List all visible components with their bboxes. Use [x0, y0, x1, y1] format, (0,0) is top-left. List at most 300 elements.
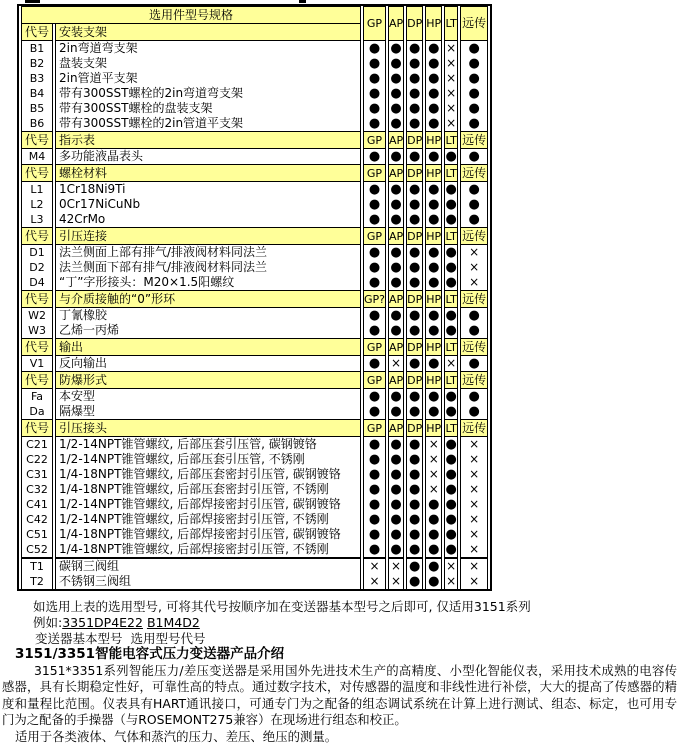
option-description: 带有300SST螺栓的盘装支架 — [55, 101, 361, 116]
column-header-远传: 远传 — [460, 131, 488, 149]
example-option-codes: B1M4D2 — [146, 615, 200, 630]
option-code: W3 — [21, 323, 53, 338]
section-title: 防爆形式 — [55, 371, 361, 389]
available-mark: ● — [363, 542, 386, 557]
unavailable-mark: × — [460, 512, 488, 527]
option-code: C21 — [21, 437, 53, 452]
available-mark: ● — [406, 71, 423, 86]
unavailable-mark: × — [460, 260, 488, 275]
available-mark: ● — [388, 182, 404, 197]
option-code: C32 — [21, 482, 53, 497]
product-intro-paragraph: 3151*3351系列智能压力/差压变送器是采用国外先进技术生产的高精度、小型化智能仪表，采用技术成熟的电容传感器，具有长期稳定性好，可靠性高的特点。通过数字技术，对传感器的温度和非线性进行补偿，大大的提高了传感器的精度和量程比范围。仪表具有HART通讯接口，可通专门为之配备的组态调试系统在计算上进行测试、组态、标定，也可用专门为之配备的手操器（与ROSEMONT275兼容）在现场进行组态和校正。 — [2, 663, 677, 728]
available-mark: ● — [406, 452, 423, 467]
available-mark: ● — [460, 356, 488, 371]
table-row — [21, 86, 488, 101]
column-header-gp: GP — [363, 131, 386, 149]
available-mark: ● — [406, 404, 423, 419]
available-mark: ● — [406, 245, 423, 260]
table-row — [21, 260, 488, 275]
available-mark: ● — [363, 356, 386, 371]
table-row — [21, 182, 488, 197]
option-description: 1/2-14NPT锥管螺纹, 后部压套引压管, 不锈刚 — [55, 452, 361, 467]
column-header-gp: GP — [363, 338, 386, 356]
available-mark: ● — [363, 308, 386, 323]
section-title: 引压连接 — [55, 227, 361, 245]
option-description: 反向输出 — [55, 356, 361, 371]
available-mark: ● — [363, 182, 386, 197]
column-header-dp: DP — [406, 227, 423, 245]
option-description: 2in管道平支架 — [55, 71, 361, 86]
available-mark: ● — [460, 116, 488, 131]
option-description: 1/2-14NPT锥管螺纹, 后部压套引压管, 碳钢镀铬 — [55, 437, 361, 452]
unavailable-mark: × — [460, 467, 488, 482]
unavailable-mark: × — [425, 437, 442, 452]
option-description: 带有300SST螺栓的2in管道平支架 — [55, 116, 361, 131]
code-column-header: 代号 — [21, 131, 53, 149]
available-mark: ● — [363, 452, 386, 467]
option-code: C41 — [21, 497, 53, 512]
available-mark: ● — [363, 497, 386, 512]
available-mark: ● — [363, 404, 386, 419]
available-mark: ● — [445, 527, 457, 542]
available-mark: ● — [460, 56, 488, 71]
option-code: V1 — [21, 356, 53, 371]
column-header-hp: HP — [425, 6, 442, 41]
note-example-legend: 变送器基本型号 选用型号代号 — [35, 631, 206, 646]
unavailable-mark: × — [460, 527, 488, 542]
available-mark: ● — [388, 482, 404, 497]
column-header-lt: LT — [444, 131, 458, 149]
option-code: C52 — [21, 542, 53, 557]
unavailable-mark: × — [446, 71, 457, 85]
column-header-gp: GP? — [363, 290, 386, 308]
column-header-gp: GP — [363, 164, 386, 182]
available-mark: ● — [406, 437, 423, 452]
available-mark: ● — [406, 260, 423, 275]
section-header-row — [21, 419, 488, 437]
available-mark: ● — [363, 389, 386, 404]
option-description: 2in弯道弯支架 — [55, 41, 361, 56]
available-mark: ● — [425, 260, 442, 275]
column-header-hp: HP — [425, 164, 442, 182]
available-mark: ● — [363, 197, 386, 212]
unavailable-mark: × — [388, 356, 404, 371]
unavailable-mark: × — [460, 497, 488, 512]
available-mark: ● — [445, 497, 457, 512]
table-header-row — [21, 6, 488, 24]
unavailable-mark: × — [446, 116, 457, 130]
available-mark: ● — [445, 149, 457, 164]
available-mark: ● — [425, 356, 442, 371]
column-header-远传: 远传 — [460, 290, 488, 308]
unavailable-mark: × — [388, 574, 404, 589]
available-mark: ● — [425, 86, 442, 101]
available-mark: ● — [363, 260, 386, 275]
section-title: 输出 — [55, 338, 361, 356]
column-header-dp: DP — [406, 131, 423, 149]
code-column-header: 代号 — [21, 290, 53, 308]
available-mark: ● — [460, 101, 488, 116]
column-header-lt: LT — [444, 290, 458, 308]
available-mark: ● — [388, 497, 404, 512]
section-title: 螺栓材料 — [55, 164, 361, 182]
available-mark: ● — [363, 41, 386, 56]
code-column-header: 代号 — [21, 338, 53, 356]
product-usage-line: 适用于各类液体、气体和蒸汽的压力、差压、绝压的测量。 — [15, 729, 338, 744]
option-description: 碳钢三阀组 — [55, 557, 361, 574]
column-header-dp: DP — [406, 371, 423, 389]
code-column-header: 代号 — [21, 419, 53, 437]
available-mark: ● — [363, 512, 386, 527]
unavailable-mark: × — [425, 482, 442, 497]
table-row — [21, 41, 488, 56]
column-header-dp: DP — [406, 338, 423, 356]
column-header-ap: AP — [388, 338, 404, 356]
available-mark: ● — [425, 275, 442, 290]
column-header-gp: GP — [363, 371, 386, 389]
table-row — [21, 527, 488, 542]
section-header-row — [21, 131, 488, 149]
option-description: 多功能液晶表头 — [55, 149, 361, 164]
table-row — [21, 497, 488, 512]
table-row — [21, 323, 488, 338]
available-mark: ● — [460, 41, 488, 56]
table-row — [21, 467, 488, 482]
unavailable-mark: × — [425, 467, 442, 482]
table-row — [21, 542, 488, 557]
available-mark: ● — [406, 182, 423, 197]
section-title: 指示表 — [55, 131, 361, 149]
column-header-gp: GP — [363, 6, 386, 41]
option-code: Fa — [21, 389, 53, 404]
available-mark: ● — [406, 557, 423, 574]
available-mark: ● — [445, 542, 457, 557]
option-code: L2 — [21, 197, 53, 212]
available-mark: ● — [363, 437, 386, 452]
available-mark: ● — [425, 56, 442, 71]
table-row — [21, 389, 488, 404]
available-mark: ● — [406, 149, 423, 164]
table-row — [21, 557, 488, 574]
options-table — [19, 6, 490, 589]
unavailable-mark: × — [446, 356, 457, 370]
unavailable-mark: × — [460, 482, 488, 497]
section-header-row — [21, 338, 488, 356]
column-header-lt: LT — [444, 164, 458, 182]
available-mark: ● — [445, 452, 457, 467]
available-mark: ● — [445, 512, 457, 527]
available-mark: ● — [406, 323, 423, 338]
option-description: 42CrMo — [55, 212, 361, 227]
available-mark: ● — [363, 275, 386, 290]
available-mark: ● — [425, 542, 442, 557]
column-header-hp: HP — [425, 227, 442, 245]
column-header-hp: HP — [425, 419, 442, 437]
table-row — [21, 574, 488, 589]
available-mark: ● — [388, 101, 404, 116]
option-description: 0Cr17NiCuNb — [55, 197, 361, 212]
available-mark: ● — [425, 404, 442, 419]
available-mark: ● — [406, 197, 423, 212]
unavailable-mark: × — [446, 41, 457, 55]
cutoff-fragment — [299, 0, 306, 3]
available-mark: ● — [445, 323, 457, 338]
option-description: 乙烯一丙烯 — [55, 323, 361, 338]
column-header-远传: 远传 — [460, 6, 488, 41]
option-description: 丁氰橡胶 — [55, 308, 361, 323]
unavailable-mark: × — [446, 559, 457, 573]
available-mark: ● — [363, 149, 386, 164]
section-header-row — [21, 371, 488, 389]
available-mark: ● — [406, 574, 423, 589]
available-mark: ● — [363, 86, 386, 101]
available-mark: ● — [406, 527, 423, 542]
option-description: 1/4-18NPT锥管螺纹, 后部焊接密封引压管, 碳钢镀铬 — [55, 527, 361, 542]
available-mark: ● — [388, 197, 404, 212]
available-mark: ● — [425, 182, 442, 197]
column-header-hp: HP — [425, 371, 442, 389]
column-header-dp: DP — [406, 6, 423, 41]
option-description: 法兰侧面下部有排气/排液阀材料同法兰 — [55, 260, 361, 275]
column-header-ap: AP — [388, 227, 404, 245]
option-description: 本安型 — [55, 389, 361, 404]
example-prefix: 例如: — [33, 615, 63, 630]
unavailable-mark: × — [425, 452, 442, 467]
available-mark: ● — [460, 389, 488, 404]
available-mark: ● — [425, 41, 442, 56]
available-mark: ● — [388, 404, 404, 419]
example-base-model: 3351DP4E22 — [62, 615, 143, 630]
available-mark: ● — [460, 149, 488, 164]
available-mark: ● — [363, 101, 386, 116]
available-mark: ● — [363, 116, 386, 131]
column-header-远传: 远传 — [460, 227, 488, 245]
available-mark: ● — [363, 245, 386, 260]
available-mark: ● — [388, 452, 404, 467]
available-mark: ● — [425, 71, 442, 86]
column-header-lt: LT — [444, 338, 458, 356]
column-header-hp: HP — [425, 338, 442, 356]
available-mark: ● — [406, 56, 423, 71]
unavailable-mark: × — [460, 452, 488, 467]
available-mark: ● — [363, 323, 386, 338]
column-header-lt: LT — [444, 371, 458, 389]
column-header-ap: AP — [388, 419, 404, 437]
table-row — [21, 116, 488, 131]
unavailable-mark: × — [446, 574, 457, 588]
option-description: 带有300SST螺栓的2in弯道弯支架 — [55, 86, 361, 101]
option-code: T1 — [21, 557, 53, 574]
available-mark: ● — [406, 389, 423, 404]
unavailable-mark: × — [460, 275, 488, 290]
option-description: “丁”字形接头：M20×1.5阳螺纹 — [55, 275, 361, 290]
option-code: B6 — [21, 116, 53, 131]
section-title: 引压接头 — [55, 419, 361, 437]
code-column-header: 代号 — [21, 371, 53, 389]
available-mark: ● — [460, 212, 488, 227]
available-mark: ● — [445, 404, 457, 419]
available-mark: ● — [388, 71, 404, 86]
available-mark: ● — [406, 542, 423, 557]
available-mark: ● — [363, 56, 386, 71]
table-row — [21, 56, 488, 71]
available-mark: ● — [445, 182, 457, 197]
unavailable-mark: × — [460, 245, 488, 260]
available-mark: ● — [388, 275, 404, 290]
available-mark: ● — [363, 467, 386, 482]
notes-block — [0, 599, 679, 647]
available-mark: ● — [445, 275, 457, 290]
unavailable-mark: × — [460, 574, 488, 589]
column-header-hp: HP — [425, 131, 442, 149]
available-mark: ● — [406, 356, 423, 371]
option-code: C22 — [21, 452, 53, 467]
unavailable-mark: × — [460, 437, 488, 452]
table-row — [21, 308, 488, 323]
table-row — [21, 101, 488, 116]
unavailable-mark: × — [446, 86, 457, 100]
option-code: D1 — [21, 245, 53, 260]
available-mark: ● — [388, 212, 404, 227]
available-mark: ● — [445, 389, 457, 404]
available-mark: ● — [363, 71, 386, 86]
available-mark: ● — [425, 101, 442, 116]
option-code: B3 — [21, 71, 53, 86]
option-code: L3 — [21, 212, 53, 227]
available-mark: ● — [445, 308, 457, 323]
option-code: T2 — [21, 574, 53, 589]
available-mark: ● — [425, 497, 442, 512]
available-mark: ● — [388, 323, 404, 338]
table-title: 选用件型号规格 — [21, 6, 361, 24]
column-header-远传: 远传 — [460, 164, 488, 182]
available-mark: ● — [406, 101, 423, 116]
column-header-gp: GP — [363, 419, 386, 437]
option-description: 1/4-18NPT锥管螺纹, 后部压套密封引压管, 碳钢镀铬 — [55, 467, 361, 482]
option-code: W2 — [21, 308, 53, 323]
available-mark: ● — [406, 86, 423, 101]
unavailable-mark: × — [460, 557, 488, 574]
option-code: C51 — [21, 527, 53, 542]
available-mark: ● — [425, 212, 442, 227]
available-mark: ● — [388, 56, 404, 71]
option-code: D2 — [21, 260, 53, 275]
note-usage-rule: 如选用上表的选用型号, 可将其代号按顺序加在变送器基本型号之后即可, 仅适用3151系列 — [33, 599, 531, 614]
column-header-lt: LT — [444, 227, 458, 245]
available-mark: ● — [406, 41, 423, 56]
section-title: 安装支架 — [55, 24, 361, 41]
available-mark: ● — [425, 116, 442, 131]
available-mark: ● — [363, 212, 386, 227]
available-mark: ● — [363, 527, 386, 542]
available-mark: ● — [388, 245, 404, 260]
available-mark: ● — [460, 71, 488, 86]
column-header-ap: AP — [388, 6, 404, 41]
unavailable-mark: × — [363, 574, 386, 589]
table-row — [21, 452, 488, 467]
available-mark: ● — [406, 275, 423, 290]
available-mark: ● — [425, 512, 442, 527]
available-mark: ● — [388, 389, 404, 404]
option-description: 1/2-14NPT锥管螺纹, 后部焊接密封引压管, 不锈刚 — [55, 512, 361, 527]
available-mark: ● — [406, 467, 423, 482]
available-mark: ● — [388, 86, 404, 101]
column-header-ap: AP — [388, 131, 404, 149]
table-row — [21, 404, 488, 419]
product-intro-heading: 3151/3351智能电容式压力变送器产品介绍 — [15, 646, 285, 662]
column-header-ap: AP — [388, 371, 404, 389]
option-description: 隔爆型 — [55, 404, 361, 419]
available-mark: ● — [388, 512, 404, 527]
available-mark: ● — [425, 197, 442, 212]
option-description: 1/4-18NPT锥管螺纹, 后部焊接密封引压管, 不锈刚 — [55, 542, 361, 557]
option-description: 1/4-18NPT锥管螺纹, 后部压套密封引压管, 不锈刚 — [55, 482, 361, 497]
option-code: L1 — [21, 182, 53, 197]
available-mark: ● — [445, 260, 457, 275]
option-code: C42 — [21, 512, 53, 527]
column-header-远传: 远传 — [460, 371, 488, 389]
table-row — [21, 71, 488, 86]
table-row — [21, 149, 488, 164]
table-row — [21, 275, 488, 290]
code-column-header: 代号 — [21, 164, 53, 182]
available-mark: ● — [445, 197, 457, 212]
table-row — [21, 197, 488, 212]
column-header-lt: LT — [444, 6, 458, 41]
unavailable-mark: × — [460, 542, 488, 557]
column-header-lt: LT — [444, 419, 458, 437]
table-row — [21, 437, 488, 452]
option-description: 盘装支架 — [55, 56, 361, 71]
table-row — [21, 512, 488, 527]
unavailable-mark: × — [363, 557, 386, 574]
option-code: D4 — [21, 275, 53, 290]
table-row — [21, 356, 488, 371]
option-code: B1 — [21, 41, 53, 56]
available-mark: ● — [460, 182, 488, 197]
column-header-dp: DP — [406, 290, 423, 308]
section-header-row — [21, 164, 488, 182]
available-mark: ● — [406, 116, 423, 131]
available-mark: ● — [445, 467, 457, 482]
column-header-ap: AP — [388, 164, 404, 182]
available-mark: ● — [388, 467, 404, 482]
option-code: B2 — [21, 56, 53, 71]
code-column-header: 代号 — [21, 24, 53, 41]
available-mark: ● — [425, 323, 442, 338]
available-mark: ● — [363, 482, 386, 497]
column-header-ap: AP — [388, 290, 404, 308]
table-row — [21, 482, 488, 497]
available-mark: ● — [460, 86, 488, 101]
available-mark: ● — [388, 41, 404, 56]
table-row — [21, 212, 488, 227]
available-mark: ● — [445, 212, 457, 227]
column-header-dp: DP — [406, 164, 423, 182]
option-description: 1/2-14NPT锥管螺纹, 后部焊接密封引压管, 碳钢镀铬 — [55, 497, 361, 512]
available-mark: ● — [425, 389, 442, 404]
section-header-row — [21, 227, 488, 245]
code-column-header: 代号 — [21, 227, 53, 245]
column-header-dp: DP — [406, 419, 423, 437]
available-mark: ● — [425, 308, 442, 323]
available-mark: ● — [425, 149, 442, 164]
table-row — [21, 245, 488, 260]
option-description: 不锈钢三阀组 — [55, 574, 361, 589]
option-description: 法兰侧面上部有排气/排液阀材料同法兰 — [55, 245, 361, 260]
available-mark: ● — [388, 542, 404, 557]
column-header-gp: GP — [363, 227, 386, 245]
